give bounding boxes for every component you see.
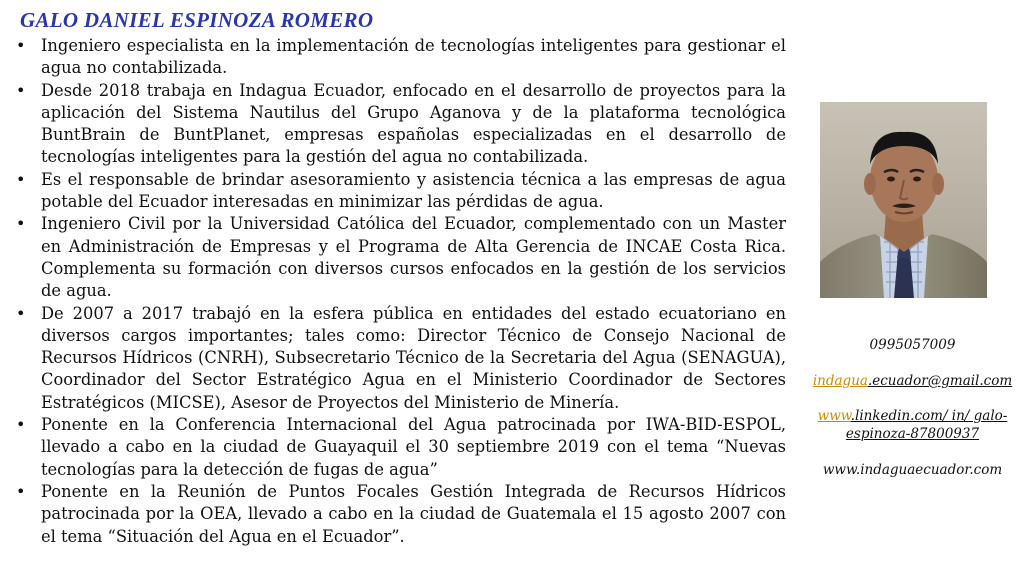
linkedin-path[interactable]: .linkedin.com/ in/ galo-espinoza-87800937 [845, 408, 1008, 442]
bio-bullet [14, 213, 786, 302]
bullet-icon: • [16, 80, 26, 100]
bullet-text: Ingeniero especialista en la implementación de tecnologías inteligentes para gestionar el agua no contabilizada. [41, 36, 786, 78]
bullet-icon: • [16, 303, 26, 323]
linkedin-prefix[interactable]: www [817, 408, 851, 424]
contact-email-link[interactable] [800, 372, 1025, 390]
portrait-icon [820, 102, 987, 298]
contact-website-link[interactable]: www.indaguaecuador.com [822, 462, 1003, 478]
bullet-text: Ponente en la Reunión de Puntos Focales Gestión Integrada de Recursos Hídricos patrocinada por la OEA, llevado a cabo en la ciudad de Guatemala el 15 agosto 2007 con el tema “Situación del Agua en el Ecuador”. [41, 481, 786, 546]
person-name: GALO DANIEL ESPINOZA ROMERO [20, 8, 374, 32]
bullet-text: Es el responsable de brindar asesoramiento y asistencia técnica a las empresas de agua potable del Ecuador interesadas en minimizar las pérdidas de agua. [41, 169, 786, 212]
bio-bullet [14, 303, 786, 414]
bullet-text: Desde 2018 trabaja en Indagua Ecuador, enfocado en el desarrollo de proyectos para la aplicación del Sistema Nautilus del Grupo Aganova y de la plataforma tecnológica BuntBrain de BuntPlanet, empresas españolas especializadas en el desarrollo de tecnologías inteligentes para la gestión del agua no contabilizada. [41, 80, 786, 167]
bio-bullet [14, 35, 786, 80]
contact-linkedin-link[interactable] [800, 407, 1025, 443]
bullet-icon: • [16, 169, 26, 189]
bio-bullet [14, 414, 786, 481]
contact-phone: 0995057009 [869, 337, 956, 353]
bio-bullet [14, 481, 786, 548]
bullet-text: De 2007 a 2017 trabajó en la esfera pública en entidades del estado ecuatoriano en diversos cargos importantes; tales como: Director Técnico de Consejo Nacional de Recursos Hídricos (CNRH), Subsecretario Técnico de la Secretaria del Agua (SENAGUA), Coordinador del Sector Estratégico Agua en el Ministerio Coordinador de Sectores Estratégicos (MICSE), Asesor de Proyectos del Ministerio de Minería. [41, 303, 786, 412]
email-domain[interactable]: .ecuador@gmail.com [867, 373, 1013, 389]
bio-bullet [14, 169, 786, 214]
bullet-icon: • [16, 415, 26, 435]
bullet-icon: • [16, 481, 26, 501]
bio-bullet-list [14, 35, 786, 548]
portrait-photo [820, 102, 987, 298]
bullet-text: Ingeniero Civil por la Universidad Católica del Ecuador, complementado con un Master en Administración de Empresas y el Programa de Alta Gerencia de INCAE Costa Rica. Complementa su formación con diversos cursos enfocados en la gestión de los servicios de agua. [41, 214, 786, 301]
bullet-icon: • [16, 214, 26, 234]
bullet-icon: • [16, 36, 26, 55]
bio-bullet [14, 80, 786, 169]
email-username[interactable]: indagua [812, 373, 868, 389]
bullet-text: Ponente en la Conferencia Internacional del Agua patrocinada por IWA-BID-ESPOL, llevado a cabo en la ciudad de Guayaquil el 30 septiembre 2019 con el tema “Nuevas tecnologías para la detección de fugas de agua” [41, 415, 786, 479]
